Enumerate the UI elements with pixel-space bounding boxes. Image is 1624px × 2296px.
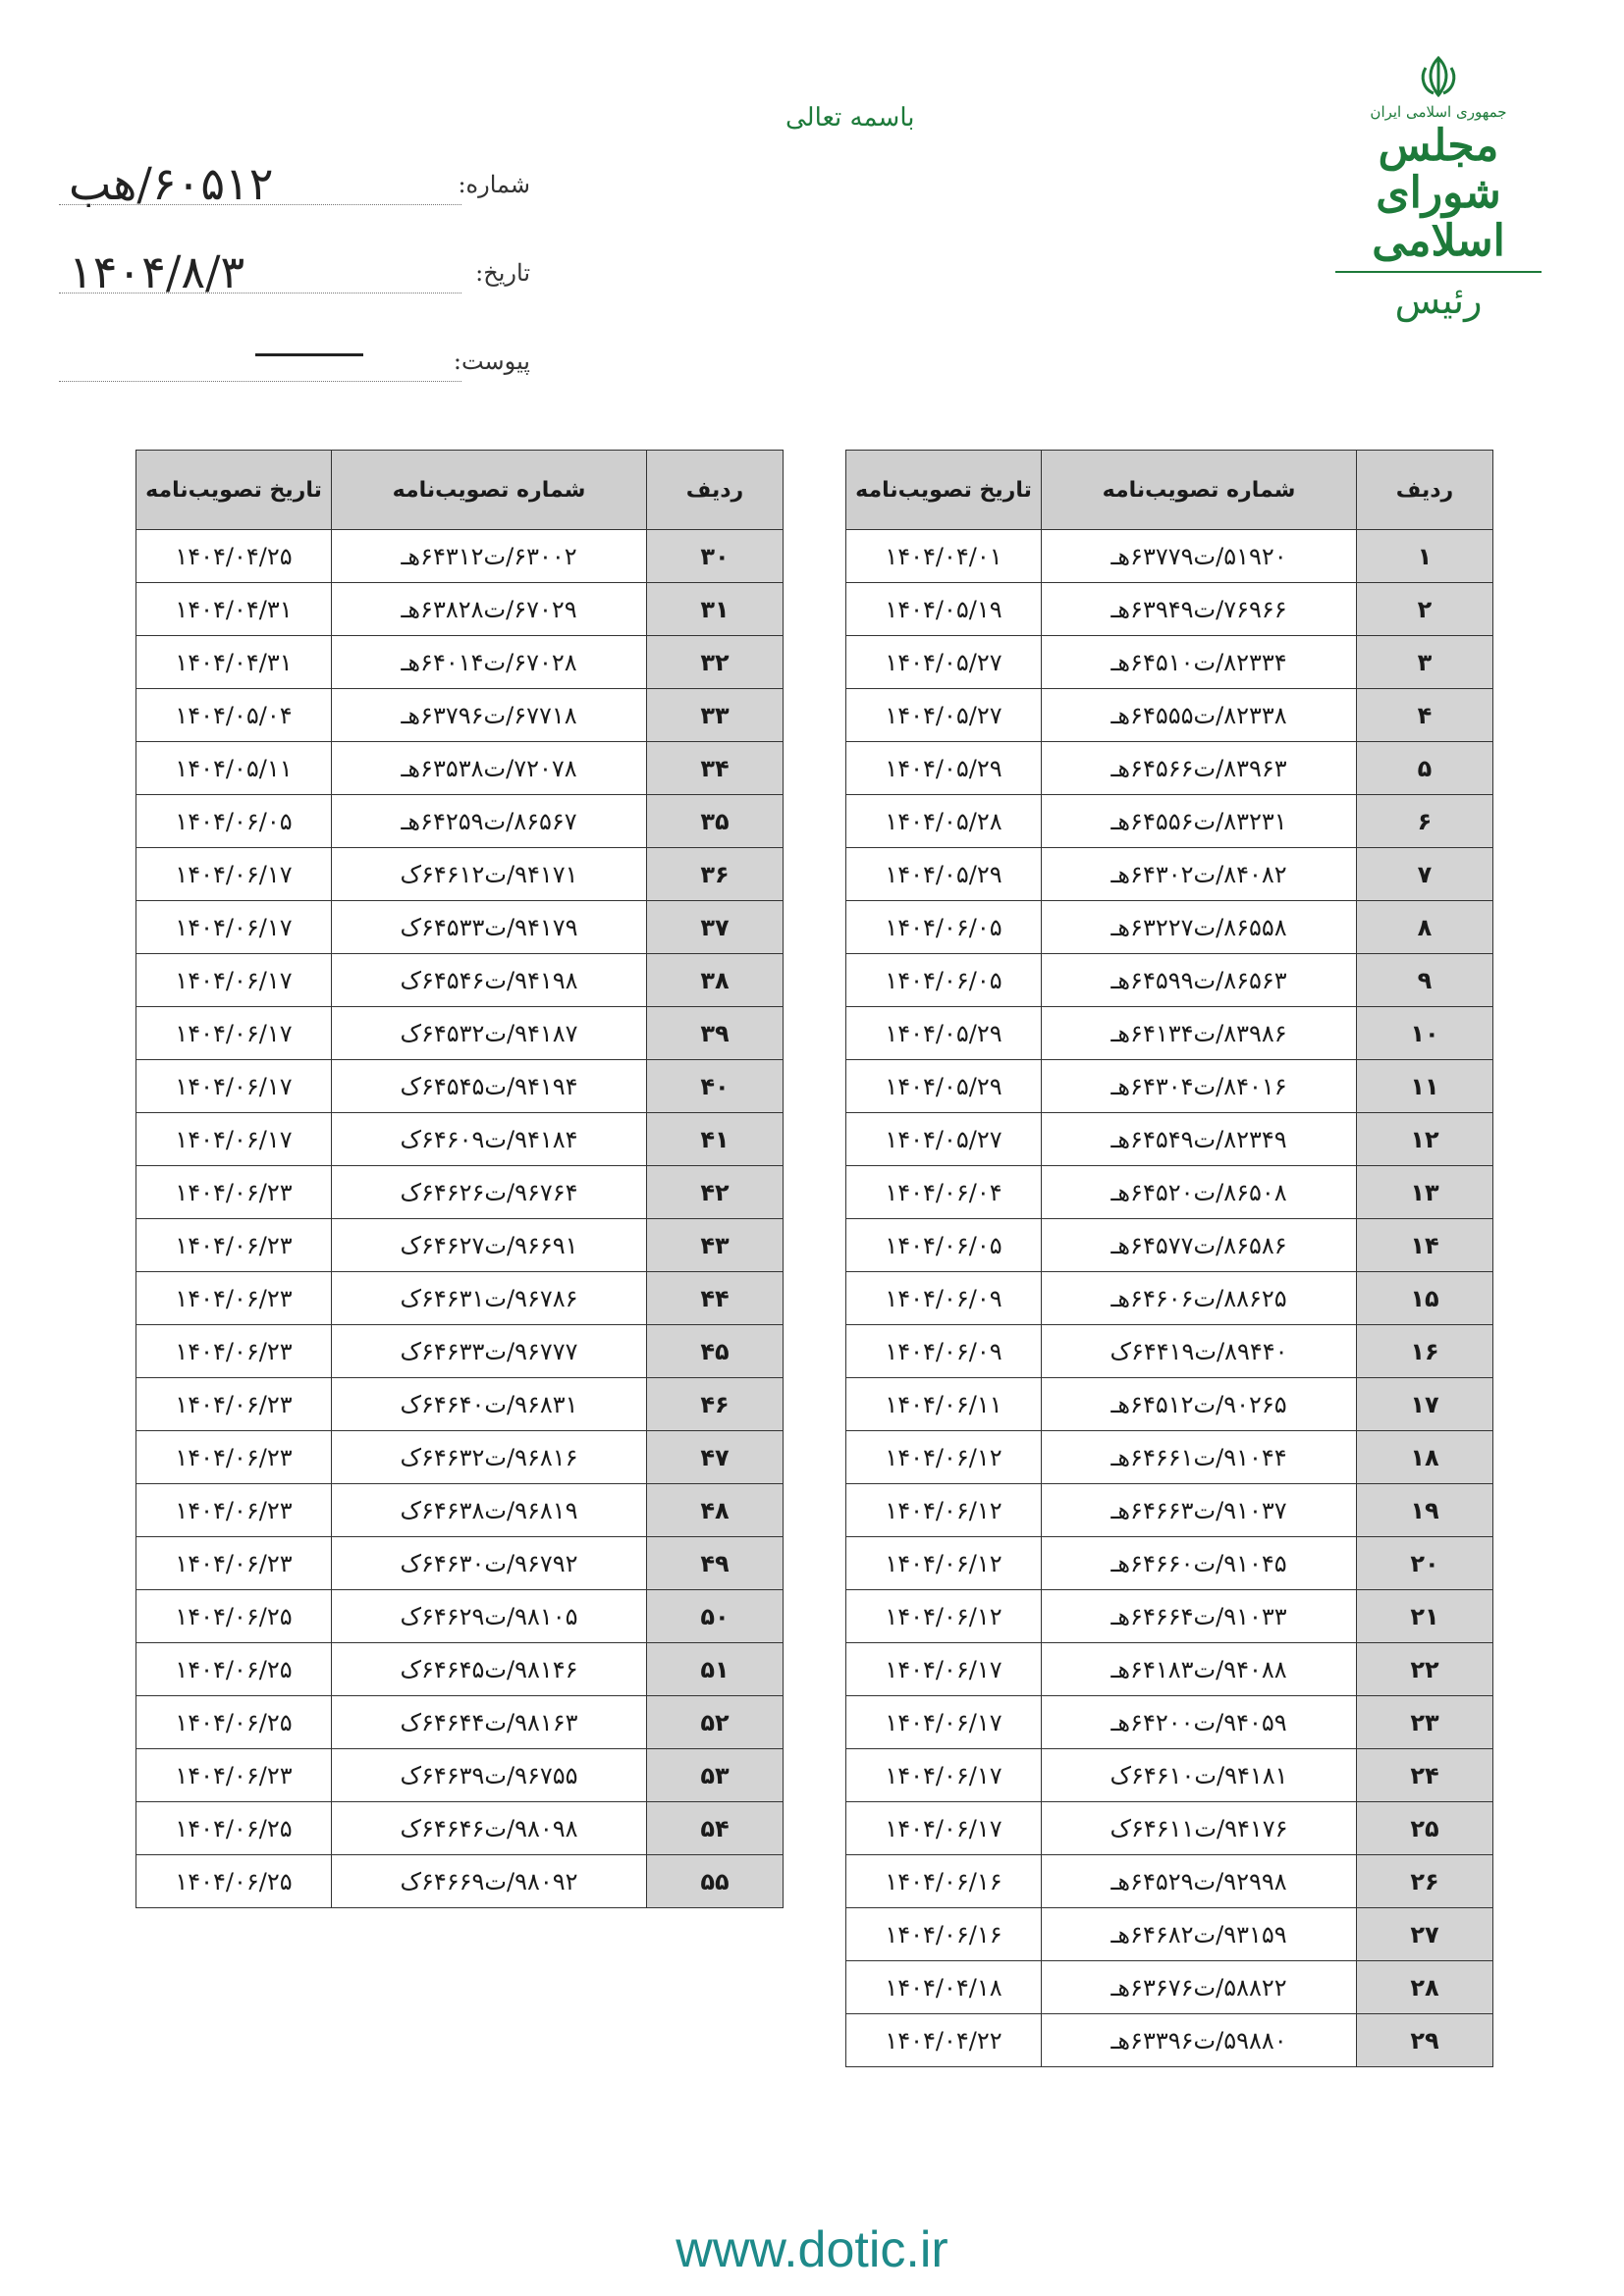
resolution-date-cell: ۱۴۰۴/۰۵/۲۹ [846,1007,1042,1060]
footer-url: www.dotic.ir [676,2221,948,2278]
row-number-cell: ۳۸ [647,954,784,1007]
header-resolution-date: تاریخ تصویب‌نامه [136,451,332,530]
table-row [136,795,784,848]
resolution-date-cell: ۱۴۰۴/۰۶/۲۳ [136,1378,332,1431]
resolution-number-cell: ۸۲۳۳۴/ت۶۴۵۱۰هـ [1042,636,1357,689]
row-number-cell: ۵ [1357,742,1493,795]
table-row [136,1219,784,1272]
table-row [136,1431,784,1484]
resolution-date-cell: ۱۴۰۴/۰۵/۲۷ [846,689,1042,742]
resolution-number-cell: ۸۳۲۳۱/ت۶۴۵۵۶هـ [1042,795,1357,848]
row-number-cell: ۱۹ [1357,1484,1493,1537]
resolution-number-cell: ۸۴۰۸۲/ت۶۴۳۰۲هـ [1042,848,1357,901]
table-row [846,742,1493,795]
resolution-date-cell: ۱۴۰۴/۰۶/۰۵ [846,901,1042,954]
resolution-date-cell: ۱۴۰۴/۰۶/۱۱ [846,1378,1042,1431]
resolution-number-cell: ۵۹۸۸۰/ت۶۳۳۹۶هـ [1042,2014,1357,2067]
table-row [846,1961,1493,2014]
row-number-cell: ۲۱ [1357,1590,1493,1643]
row-number-cell: ۳۲ [647,636,784,689]
resolution-number-cell: ۹۸۰۹۲/ت۶۴۶۶۹ک [332,1855,647,1908]
resolution-date-cell: ۱۴۰۴/۰۶/۱۶ [846,1855,1042,1908]
resolution-date-cell: ۱۴۰۴/۰۶/۰۹ [846,1325,1042,1378]
emblem-icon [1416,54,1461,99]
resolution-number-cell: ۸۴۰۱۶/ت۶۴۳۰۴هـ [1042,1060,1357,1113]
resolution-date-cell: ۱۴۰۴/۰۵/۲۹ [846,1060,1042,1113]
resolution-number-cell: ۸۳۹۸۶/ت۶۴۱۳۴هـ [1042,1007,1357,1060]
resolution-number-cell: ۹۸۰۹۸/ت۶۴۶۴۶ک [332,1802,647,1855]
table-row [136,954,784,1007]
row-number-cell: ۳۷ [647,901,784,954]
attachment-line [59,381,461,382]
resolution-number-cell: ۷۲۰۷۸/ت۶۳۵۳۸هـ [332,742,647,795]
resolution-date-cell: ۱۴۰۴/۰۶/۱۷ [846,1643,1042,1696]
table-row [846,848,1493,901]
table-row [846,689,1493,742]
row-number-cell: ۳۶ [647,848,784,901]
row-number-cell: ۲۷ [1357,1908,1493,1961]
resolution-date-cell: ۱۴۰۴/۰۶/۲۳ [136,1166,332,1219]
row-number-cell: ۱۰ [1357,1007,1493,1060]
table-row [846,1855,1493,1908]
resolution-date-cell: ۱۴۰۴/۰۶/۲۵ [136,1802,332,1855]
resolution-number-cell: ۸۶۵۸۶/ت۶۴۵۷۷هـ [1042,1219,1357,1272]
resolution-date-cell: ۱۴۰۴/۰۶/۲۳ [136,1272,332,1325]
row-number-cell: ۱۶ [1357,1325,1493,1378]
table-row [846,530,1493,583]
resolution-number-cell: ۸۶۵۵۸/ت۶۳۲۲۷هـ [1042,901,1357,954]
table-row [136,1007,784,1060]
row-number-cell: ۲۳ [1357,1696,1493,1749]
table-row [846,2014,1493,2067]
meta-number-row [59,157,530,245]
table-row [136,1325,784,1378]
row-number-cell: ۴۴ [647,1272,784,1325]
meta-attachment-row [59,334,530,422]
row-number-cell: ۴۲ [647,1166,784,1219]
row-number-cell: ۳۹ [647,1007,784,1060]
resolution-date-cell: ۱۴۰۴/۰۴/۳۱ [136,583,332,636]
table-row [846,1908,1493,1961]
row-number-cell: ۲۹ [1357,2014,1493,2067]
row-number-cell: ۹ [1357,954,1493,1007]
table-row [136,1272,784,1325]
letter-date: ۱۴۰۴/۸/۳ [69,245,245,298]
table-row [846,1219,1493,1272]
resolution-date-cell: ۱۴۰۴/۰۶/۱۷ [136,1060,332,1113]
table-row [846,1643,1493,1696]
meta-date-row [59,245,530,334]
emblem-title: رئیس [1394,279,1483,323]
row-number-cell: ۲۴ [1357,1749,1493,1802]
table-row [136,742,784,795]
resolution-date-cell: ۱۴۰۴/۰۴/۲۵ [136,530,332,583]
row-number-cell: ۱۱ [1357,1060,1493,1113]
table-row [846,901,1493,954]
table-row [136,1590,784,1643]
table-header-row [846,451,1493,530]
resolutions-table-right [845,450,1493,2067]
resolution-number-cell: ۹۶۸۳۱/ت۶۴۶۴۰ک [332,1378,647,1431]
resolution-number-cell: ۹۶۷۶۴/ت۶۴۶۲۶ک [332,1166,647,1219]
table-row [136,583,784,636]
resolution-number-cell: ۸۹۴۴۰/ت۶۴۴۱۹ک [1042,1325,1357,1378]
table-row [136,1060,784,1113]
resolution-date-cell: ۱۴۰۴/۰۵/۰۴ [136,689,332,742]
row-number-cell: ۳۰ [647,530,784,583]
table-row [136,1484,784,1537]
row-number-cell: ۴۰ [647,1060,784,1113]
row-number-cell: ۴۸ [647,1484,784,1537]
resolution-date-cell: ۱۴۰۴/۰۶/۱۲ [846,1484,1042,1537]
resolution-number-cell: ۹۶۶۹۱/ت۶۴۶۲۷ک [332,1219,647,1272]
date-label: تاریخ: [475,259,530,287]
resolution-number-cell: ۸۶۵۶۳/ت۶۴۵۹۹هـ [1042,954,1357,1007]
resolution-date-cell: ۱۴۰۴/۰۶/۲۳ [136,1219,332,1272]
resolution-date-cell: ۱۴۰۴/۰۶/۲۳ [136,1325,332,1378]
row-number-cell: ۲۶ [1357,1855,1493,1908]
resolution-number-cell: ۶۷۷۱۸/ت۶۳۷۹۶هـ [332,689,647,742]
resolution-number-cell: ۹۶۷۸۶/ت۶۴۶۳۱ک [332,1272,647,1325]
row-number-cell: ۵۰ [647,1590,784,1643]
row-number-cell: ۴ [1357,689,1493,742]
resolution-date-cell: ۱۴۰۴/۰۶/۰۵ [846,954,1042,1007]
table-row [136,1166,784,1219]
resolution-number-cell: ۹۴۱۷۶/ت۶۴۶۱۱ک [1042,1802,1357,1855]
table-row [136,636,784,689]
resolution-number-cell: ۸۲۳۳۸/ت۶۴۵۵۵هـ [1042,689,1357,742]
row-number-cell: ۴۵ [647,1325,784,1378]
table-row [136,689,784,742]
resolution-date-cell: ۱۴۰۴/۰۶/۱۷ [136,1113,332,1166]
table-header-row [136,451,784,530]
resolution-date-cell: ۱۴۰۴/۰۶/۲۵ [136,1643,332,1696]
emblem-country: جمهوری اسلامی ایران [1370,103,1507,121]
resolution-date-cell: ۱۴۰۴/۰۶/۱۷ [136,954,332,1007]
table-row [136,1802,784,1855]
table-row [846,1378,1493,1431]
resolution-number-cell: ۹۸۱۰۵/ت۶۴۶۲۹ک [332,1590,647,1643]
resolution-date-cell: ۱۴۰۴/۰۶/۲۳ [136,1537,332,1590]
resolution-number-cell: ۶۷۰۲۸/ت۶۴۰۱۴هـ [332,636,647,689]
row-number-cell: ۱۳ [1357,1166,1493,1219]
emblem-parliament: مجلس شورای اسلامی [1372,121,1505,266]
table-row [136,1537,784,1590]
resolution-number-cell: ۸۸۶۲۵/ت۶۴۶۰۶هـ [1042,1272,1357,1325]
attachment-dash [255,353,363,356]
resolution-number-cell: ۵۱۹۲۰/ت۶۳۷۷۹هـ [1042,530,1357,583]
table-row [846,1431,1493,1484]
number-label: شماره: [458,171,530,198]
resolution-number-cell: ۸۶۵۰۸/ت۶۴۵۲۰هـ [1042,1166,1357,1219]
row-number-cell: ۵۳ [647,1749,784,1802]
table-row [846,583,1493,636]
row-number-cell: ۵۲ [647,1696,784,1749]
resolution-date-cell: ۱۴۰۴/۰۶/۱۲ [846,1537,1042,1590]
row-number-cell: ۱۵ [1357,1272,1493,1325]
row-number-cell: ۱ [1357,530,1493,583]
table-row [846,1537,1493,1590]
table-row [846,1272,1493,1325]
table-row [846,1802,1493,1855]
table-row [136,1113,784,1166]
resolution-number-cell: ۶۷۰۲۹/ت۶۳۸۲۸هـ [332,583,647,636]
table-row [846,954,1493,1007]
row-number-cell: ۲ [1357,583,1493,636]
table-row [136,848,784,901]
header-row-number: ردیف [647,451,784,530]
resolution-number-cell: ۹۱۰۳۷/ت۶۴۶۶۳هـ [1042,1484,1357,1537]
resolution-number-cell: ۹۶۸۱۶/ت۶۴۶۳۲ک [332,1431,647,1484]
row-number-cell: ۸ [1357,901,1493,954]
table-row [846,1166,1493,1219]
resolution-number-cell: ۹۸۱۴۶/ت۶۴۶۴۵ک [332,1643,647,1696]
resolution-date-cell: ۱۴۰۴/۰۶/۱۷ [846,1802,1042,1855]
resolution-number-cell: ۹۴۱۸۷/ت۶۴۵۳۲ک [332,1007,647,1060]
table-row [846,1696,1493,1749]
header-resolution-date: تاریخ تصویب‌نامه [846,451,1042,530]
row-number-cell: ۶ [1357,795,1493,848]
table-row [846,1060,1493,1113]
resolution-date-cell: ۱۴۰۴/۰۶/۱۷ [136,901,332,954]
resolution-date-cell: ۱۴۰۴/۰۵/۱۹ [846,583,1042,636]
row-number-cell: ۴۹ [647,1537,784,1590]
row-number-cell: ۱۲ [1357,1113,1493,1166]
resolution-date-cell: ۱۴۰۴/۰۶/۱۷ [136,848,332,901]
resolution-date-cell: ۱۴۰۴/۰۶/۲۳ [136,1484,332,1537]
letter-meta [59,157,530,422]
resolution-number-cell: ۹۴۱۸۴/ت۶۴۶۰۹ک [332,1113,647,1166]
resolution-number-cell: ۹۴۱۹۸/ت۶۴۵۴۶ک [332,954,647,1007]
resolution-date-cell: ۱۴۰۴/۰۶/۲۵ [136,1696,332,1749]
resolution-number-cell: ۷۶۹۶۶/ت۶۳۹۴۹هـ [1042,583,1357,636]
row-number-cell: ۲۰ [1357,1537,1493,1590]
table-row [846,795,1493,848]
resolution-date-cell: ۱۴۰۴/۰۴/۱۸ [846,1961,1042,2014]
table-row [846,1113,1493,1166]
row-number-cell: ۴۳ [647,1219,784,1272]
resolution-date-cell: ۱۴۰۴/۰۶/۱۷ [136,1007,332,1060]
resolution-date-cell: ۱۴۰۴/۰۵/۲۹ [846,742,1042,795]
resolution-number-cell: ۹۶۷۷۷/ت۶۴۶۳۳ک [332,1325,647,1378]
header-resolution-number: شماره تصویب‌نامه [332,451,647,530]
row-number-cell: ۲۸ [1357,1961,1493,2014]
row-number-cell: ۱۸ [1357,1431,1493,1484]
resolution-number-cell: ۹۴۱۷۹/ت۶۴۵۳۳ک [332,901,647,954]
resolution-number-cell: ۶۳۰۰۲/ت۶۴۳۱۲هـ [332,530,647,583]
resolution-date-cell: ۱۴۰۴/۰۶/۰۴ [846,1166,1042,1219]
resolution-number-cell: ۸۶۵۶۷/ت۶۴۲۵۹هـ [332,795,647,848]
resolution-date-cell: ۱۴۰۴/۰۵/۲۷ [846,636,1042,689]
header-resolution-number: شماره تصویب‌نامه [1042,451,1357,530]
emblem-divider [1335,271,1542,273]
resolution-number-cell: ۹۴۰۸۸/ت۶۴۱۸۳هـ [1042,1643,1357,1696]
resolution-date-cell: ۱۴۰۴/۰۵/۱۱ [136,742,332,795]
resolution-number-cell: ۹۳۱۵۹/ت۶۴۶۸۲هـ [1042,1908,1357,1961]
table-row [846,1590,1493,1643]
table-row [136,1643,784,1696]
resolution-number-cell: ۹۰۲۶۵/ت۶۴۵۱۲هـ [1042,1378,1357,1431]
resolution-date-cell: ۱۴۰۴/۰۶/۲۳ [136,1431,332,1484]
resolution-date-cell: ۱۴۰۴/۰۶/۱۷ [846,1696,1042,1749]
resolution-date-cell: ۱۴۰۴/۰۶/۲۵ [136,1855,332,1908]
resolution-date-cell: ۱۴۰۴/۰۶/۰۹ [846,1272,1042,1325]
resolution-date-cell: ۱۴۰۴/۰۶/۱۲ [846,1590,1042,1643]
resolution-number-cell: ۹۴۱۹۴/ت۶۴۵۴۵ک [332,1060,647,1113]
row-number-cell: ۴۶ [647,1378,784,1431]
row-number-cell: ۱۴ [1357,1219,1493,1272]
table-row [136,1855,784,1908]
resolution-date-cell: ۱۴۰۴/۰۵/۲۸ [846,795,1042,848]
resolution-number-cell: ۹۶۷۹۲/ت۶۴۶۳۰ک [332,1537,647,1590]
resolution-date-cell: ۱۴۰۴/۰۵/۲۹ [846,848,1042,901]
resolution-number-cell: ۹۴۱۸۱/ت۶۴۶۱۰ک [1042,1749,1357,1802]
row-number-cell: ۵۱ [647,1643,784,1696]
row-number-cell: ۴۱ [647,1113,784,1166]
resolution-number-cell: ۹۶۷۵۵/ت۶۴۶۳۹ک [332,1749,647,1802]
table-row [846,636,1493,689]
table-row [136,1696,784,1749]
row-number-cell: ۳۵ [647,795,784,848]
table-row [846,1007,1493,1060]
resolution-number-cell: ۹۴۱۷۱/ت۶۴۶۱۲ک [332,848,647,901]
resolution-date-cell: ۱۴۰۴/۰۶/۱۶ [846,1908,1042,1961]
resolution-date-cell: ۱۴۰۴/۰۵/۲۷ [846,1113,1042,1166]
resolution-number-cell: ۹۱۰۳۳/ت۶۴۶۶۴هـ [1042,1590,1357,1643]
row-number-cell: ۲۲ [1357,1643,1493,1696]
row-number-cell: ۳۱ [647,583,784,636]
resolutions-table-left [135,450,784,1908]
resolution-date-cell: ۱۴۰۴/۰۴/۲۲ [846,2014,1042,2067]
row-number-cell: ۵۵ [647,1855,784,1908]
resolution-number-cell: ۸۲۳۴۹/ت۶۴۵۴۹هـ [1042,1113,1357,1166]
letter-number: ۶۰۵۱۲/هب [69,157,274,210]
header-row-number: ردیف [1357,451,1493,530]
attachment-label: پیوست: [453,347,530,375]
resolution-number-cell: ۵۸۸۲۲/ت۶۳۶۷۶هـ [1042,1961,1357,2014]
row-number-cell: ۳۳ [647,689,784,742]
table-row [846,1325,1493,1378]
resolution-date-cell: ۱۴۰۴/۰۴/۰۱ [846,530,1042,583]
table-row [136,901,784,954]
table-row [136,530,784,583]
row-number-cell: ۷ [1357,848,1493,901]
resolution-number-cell: ۹۱۰۴۵/ت۶۴۶۶۰هـ [1042,1537,1357,1590]
row-number-cell: ۱۷ [1357,1378,1493,1431]
resolution-number-cell: ۹۱۰۴۴/ت۶۴۶۶۱هـ [1042,1431,1357,1484]
letterhead-emblem [1326,54,1551,322]
motto: باسمه تعالی [785,103,915,133]
row-number-cell: ۳ [1357,636,1493,689]
resolution-number-cell: ۹۴۰۵۹/ت۶۴۲۰۰هـ [1042,1696,1357,1749]
resolution-number-cell: ۹۲۹۹۸/ت۶۴۵۲۹هـ [1042,1855,1357,1908]
resolution-date-cell: ۱۴۰۴/۰۶/۲۵ [136,1590,332,1643]
resolution-number-cell: ۹۶۸۱۹/ت۶۴۶۳۸ک [332,1484,647,1537]
table-row [136,1378,784,1431]
row-number-cell: ۳۴ [647,742,784,795]
resolution-date-cell: ۱۴۰۴/۰۶/۰۵ [846,1219,1042,1272]
resolution-date-cell: ۱۴۰۴/۰۴/۳۱ [136,636,332,689]
table-row [136,1749,784,1802]
table-row [846,1749,1493,1802]
resolution-date-cell: ۱۴۰۴/۰۶/۱۲ [846,1431,1042,1484]
resolution-number-cell: ۹۸۱۶۳/ت۶۴۶۴۴ک [332,1696,647,1749]
resolution-date-cell: ۱۴۰۴/۰۶/۲۳ [136,1749,332,1802]
resolution-date-cell: ۱۴۰۴/۰۶/۱۷ [846,1749,1042,1802]
row-number-cell: ۲۵ [1357,1802,1493,1855]
table-row [846,1484,1493,1537]
row-number-cell: ۵۴ [647,1802,784,1855]
resolution-date-cell: ۱۴۰۴/۰۶/۰۵ [136,795,332,848]
row-number-cell: ۴۷ [647,1431,784,1484]
resolution-number-cell: ۸۳۹۶۳/ت۶۴۵۶۶هـ [1042,742,1357,795]
